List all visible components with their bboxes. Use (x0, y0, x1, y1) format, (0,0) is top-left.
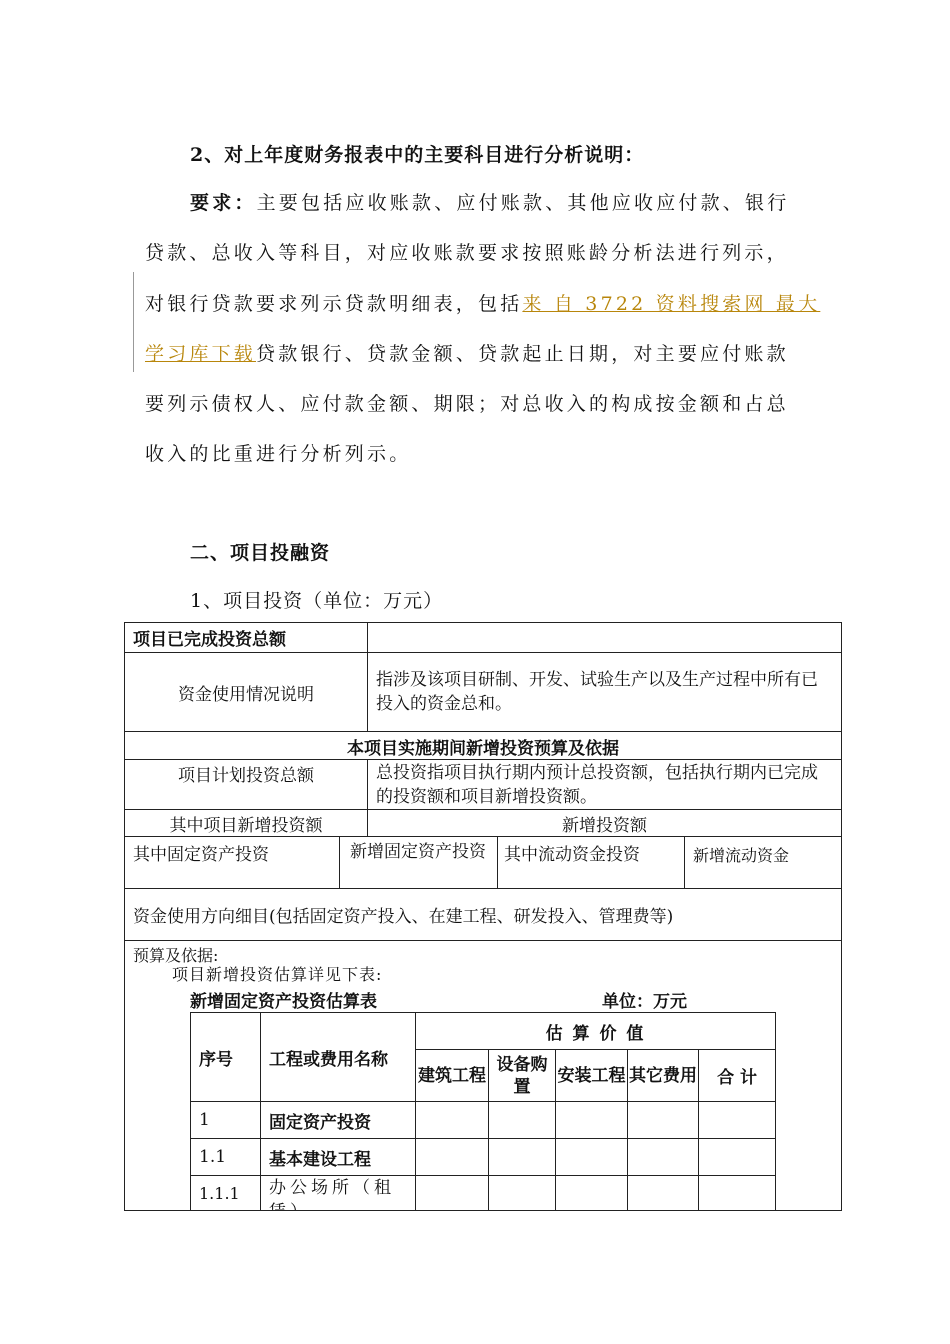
requirement-line-4 (145, 339, 789, 366)
requirement-label: 要求： (190, 192, 257, 214)
budget-basis-label: 预算及依据: (133, 946, 219, 965)
requirement-line-6: 收入的比重进行分析列示。 (145, 443, 412, 465)
planned-total-desc: 总投资指项目执行期内预计总投资额，包括执行期内已完成的投资额和项目新增投资额。 (368, 760, 842, 810)
sub-col-total: 合 计 (699, 1050, 776, 1102)
cell-empty[interactable] (489, 1139, 556, 1176)
cell-empty[interactable] (489, 1176, 556, 1212)
row-seq: 1 (191, 1102, 261, 1139)
planned-total-label: 项目计划投资总额 (125, 760, 368, 810)
row-seq: 1.1.1 (191, 1176, 261, 1212)
cell-empty[interactable] (699, 1176, 776, 1212)
cell-empty[interactable] (556, 1176, 628, 1212)
new-fixed-asset: 新增固定资产投资 (340, 837, 498, 889)
cell-empty[interactable] (699, 1102, 776, 1139)
cell-empty[interactable] (556, 1139, 628, 1176)
cell-empty[interactable] (416, 1102, 489, 1139)
working-capital-label: 其中流动资金投资 (498, 837, 685, 889)
requirement-text-4: 贷款银行、贷款金额、贷款起止日期，对主要应付账款 (256, 343, 789, 365)
financial-analysis-heading: 2、对上年度财务报表中的主要科目进行分析说明： (190, 144, 645, 166)
cell-empty[interactable] (699, 1139, 776, 1176)
new-invest-label: 其中项目新增投资额 (125, 810, 368, 837)
new-invest-value: 新增投资额 (368, 810, 842, 837)
row-name: 固定资产投资 (261, 1102, 416, 1139)
new-working-capital: 新增流动资金 (685, 837, 842, 889)
cell-empty[interactable] (628, 1102, 699, 1139)
cell-empty[interactable] (489, 1102, 556, 1139)
estimate-note: 项目新增投资估算详见下表: (172, 965, 383, 984)
cell-empty[interactable] (416, 1139, 489, 1176)
estimate-table-title: 新增固定资产投资估算表 (190, 992, 377, 1012)
project-financing-heading: 二、项目投融资 (190, 542, 331, 564)
estimate-table (190, 1012, 776, 1212)
fixed-asset-label: 其中固定资产投资 (125, 837, 340, 889)
estimate-table-unit: 单位：万元 (602, 992, 687, 1012)
fund-usage-desc: 指涉及该项目研制、开发、试验生产以及生产过程中所有已投入的资金总和。 (368, 653, 842, 732)
requirement-line-1 (190, 188, 789, 215)
requirement-line-3 (145, 289, 820, 316)
requirement-text-3: 对银行贷款要求列示贷款明细表，包括 (145, 293, 523, 315)
cell-empty[interactable] (416, 1176, 489, 1212)
sub-col-equipment: 设备购置 (489, 1050, 556, 1102)
completed-total-label: 项目已完成投资总额 (125, 623, 368, 653)
col-seq-header: 序号 (191, 1013, 261, 1102)
source-link-part1[interactable]: 来 自 3722 资料搜索网 最大 (522, 293, 821, 315)
cell-empty[interactable] (628, 1139, 699, 1176)
table-row (191, 1139, 776, 1176)
sub-col-installation: 安装工程 (556, 1050, 628, 1102)
requirement-text-1: 主要包括应收账款、应付账款、其他应收应付款、银行 (256, 192, 790, 214)
completed-total-value[interactable] (368, 623, 842, 653)
usage-detail: 资金使用方向细目(包括固定资产投入、在建工程、研发投入、管理费等) (125, 889, 842, 941)
cell-empty[interactable] (556, 1102, 628, 1139)
sub-col-other: 其它费用 (628, 1050, 699, 1102)
new-budget-header: 本项目实施期间新增投资预算及依据 (125, 732, 842, 760)
table-row (191, 1102, 776, 1139)
project-investment-subheading: 1、项目投资（单位：万元） (190, 590, 444, 612)
table-row (191, 1176, 776, 1212)
col-estimate-header: 估 算 价 值 (416, 1013, 776, 1050)
row-name: 基本建设工程 (261, 1139, 416, 1176)
col-name-header: 工程或费用名称 (261, 1013, 416, 1102)
requirement-line-5: 要列示债权人、应付款金额、期限；对总收入的构成按金额和占总 (145, 393, 789, 415)
revision-bar (133, 272, 134, 372)
row-name: 办公场所（租 (261, 1176, 416, 1212)
source-link-part2[interactable]: 学习库下载 (145, 343, 257, 365)
sub-col-construction: 建筑工程 (416, 1050, 489, 1102)
table-bottom-border (124, 1210, 841, 1211)
cell-empty[interactable] (628, 1176, 699, 1212)
row-seq: 1.1 (191, 1139, 261, 1176)
page-bottom-margin (0, 1211, 950, 1344)
fund-usage-label: 资金使用情况说明 (125, 653, 368, 732)
requirement-line-2: 贷款、总收入等科目，对应收账款要求按照账龄分析法进行列示， (145, 242, 789, 264)
